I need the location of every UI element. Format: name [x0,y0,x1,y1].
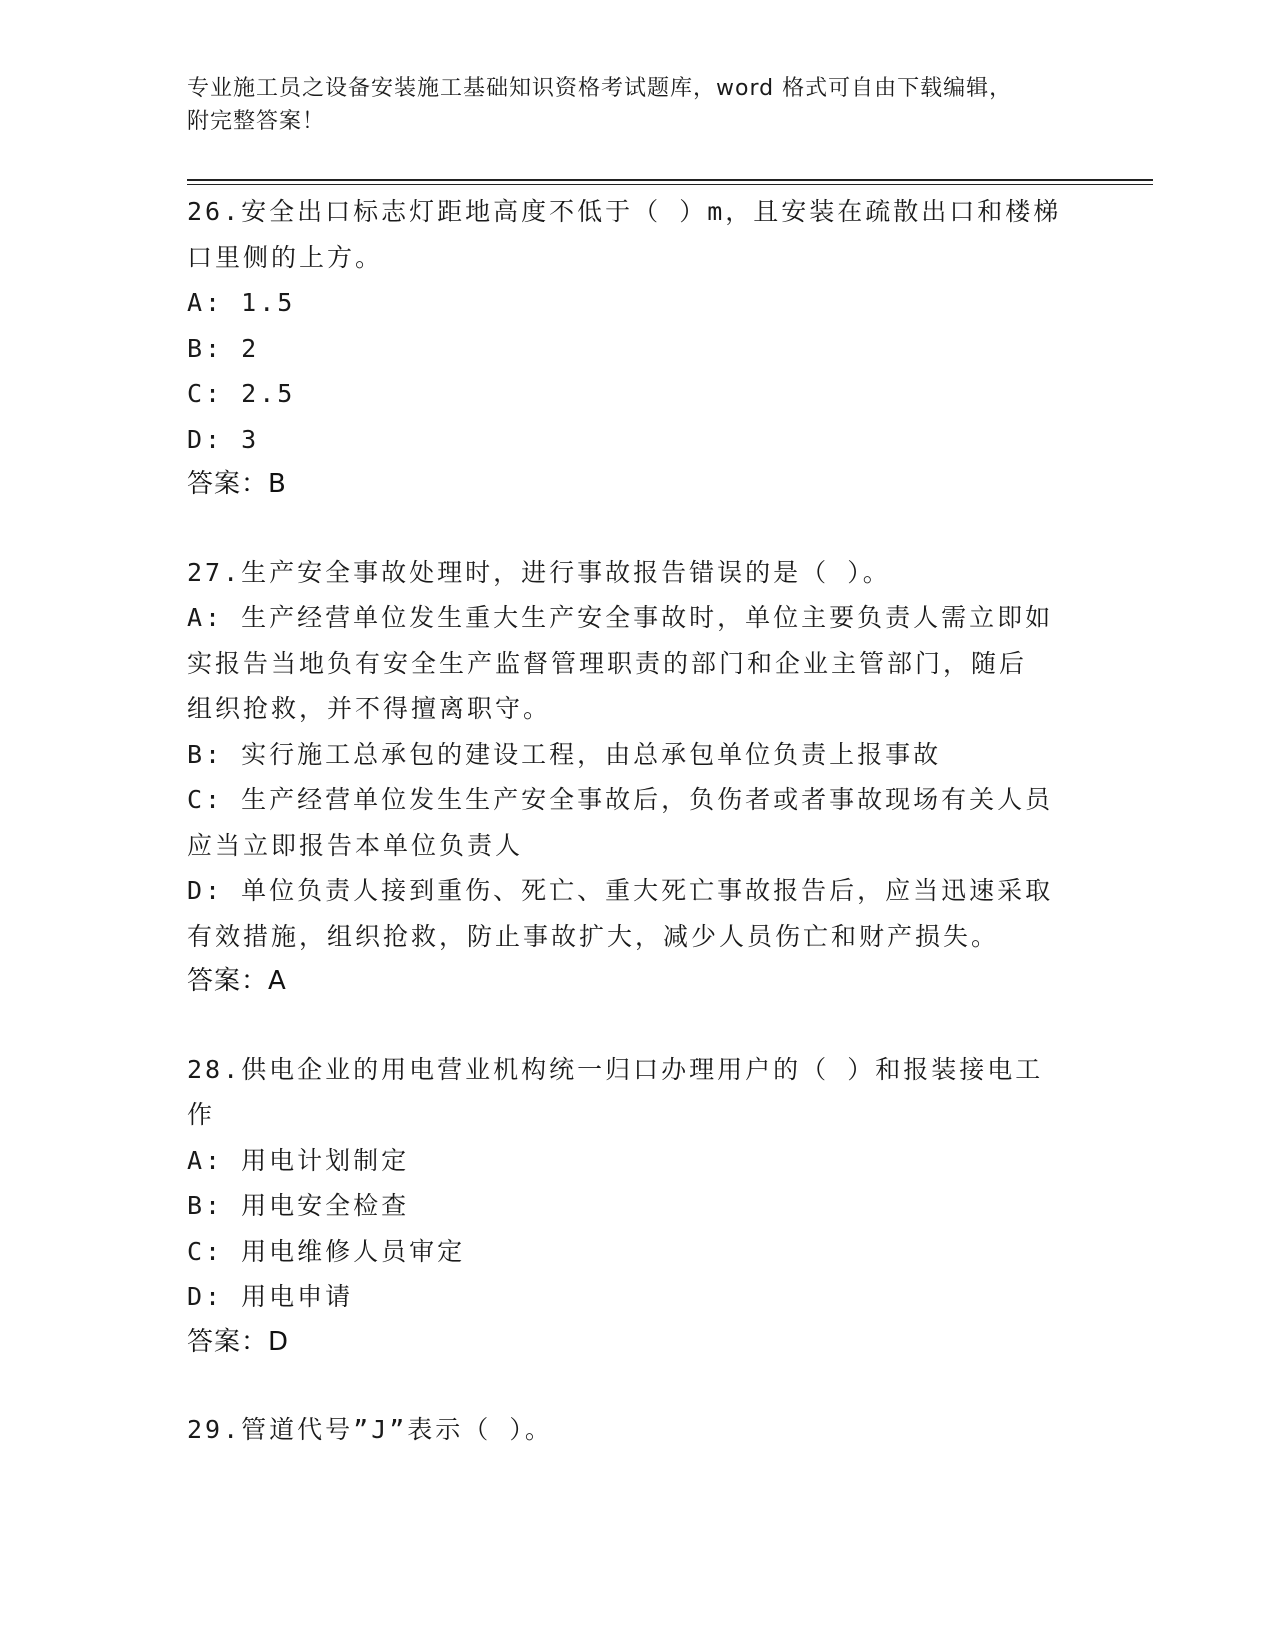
header-line-1: 专业施工员之设备安装施工基础知识资格考试题库，word 格式可自由下载编辑， [187,76,1013,101]
answer-option [187,868,1087,959]
answer-option-line: A: 1.5 [187,288,296,317]
answer-option [187,595,1087,732]
answer-option [187,732,1087,778]
answer-option-line: B: 实行施工总承包的建设工程，由总承包单位负责上报事故 [187,739,942,769]
question-stem-line: 29.管道代号”J”表示（ ）。 [187,1415,553,1444]
answer-option [187,371,1087,417]
correct-answer: 答案：A [187,966,287,996]
correct-answer: 答案：B [187,469,287,499]
answer-option [187,1138,1087,1184]
answer-option [187,417,1087,463]
answer-option-line: C: 生产经营单位发生生产安全事故后，负伤者或者事故现场有关人员 [187,785,1054,814]
question-stem-line: 口里侧的上方。 [187,242,384,272]
question-block [187,550,1087,1005]
answer-option-line: D: 3 [187,424,260,454]
header-divider-thin [187,184,1153,185]
answer-option-line: D: 用电申请 [187,1282,354,1311]
question-block [187,1047,1087,1366]
answer-option-line: 组织抢救，并不得擅离职守。 [187,694,552,723]
question-block [187,189,1087,508]
question-stem-line: 28.供电企业的用电营业机构统一归口办理用户的（ ）和报装接电工 [187,1054,1044,1084]
question-block [187,1407,1087,1453]
answer-option [187,280,1087,326]
answer-option [187,1229,1087,1275]
answer-option-line: 有效措施，组织抢救，防止事故扩大，减少人员伤亡和财产损失。 [187,921,1000,951]
question-list [187,189,1087,1495]
header-line-2: 附完整答案！ [187,109,326,134]
header-divider-thick [187,179,1153,181]
answer-option-line: D: 单位负责人接到重伤、死亡、重大死亡事故报告后，应当迅速采取 [187,876,1054,905]
answer-option-line: B: 2 [187,333,260,363]
answer-option-line: A: 用电计划制定 [187,1145,410,1175]
answer-option-line: 实报告当地负有安全生产监督管理职责的部门和企业主管部门，随后 [187,648,1028,678]
answer-option [187,326,1087,372]
answer-option-line: C: 2.5 [187,379,296,408]
question-stem-line: 26.安全出口标志灯距地高度不低于（ ）m，且安装在疏散出口和楼梯 [187,197,1062,226]
answer-option-line: C: 用电维修人员审定 [187,1236,466,1266]
answer-option [187,1274,1087,1320]
question-stem-line: 作 [187,1100,216,1129]
answer-option-line: 应当立即报告本单位负责人 [187,830,524,860]
answer-option [187,1183,1087,1229]
question-stem-line: 27.生产安全事故处理时，进行事故报告错误的是（ ）。 [187,557,891,587]
document-header [187,72,1087,138]
answer-option-line: A: 生产经营单位发生重大生产安全事故时，单位主要负责人需立即如 [187,603,1054,632]
correct-answer: 答案：D [187,1326,290,1357]
answer-option [187,777,1087,868]
answer-option-line: B: 用电安全检查 [187,1191,410,1220]
